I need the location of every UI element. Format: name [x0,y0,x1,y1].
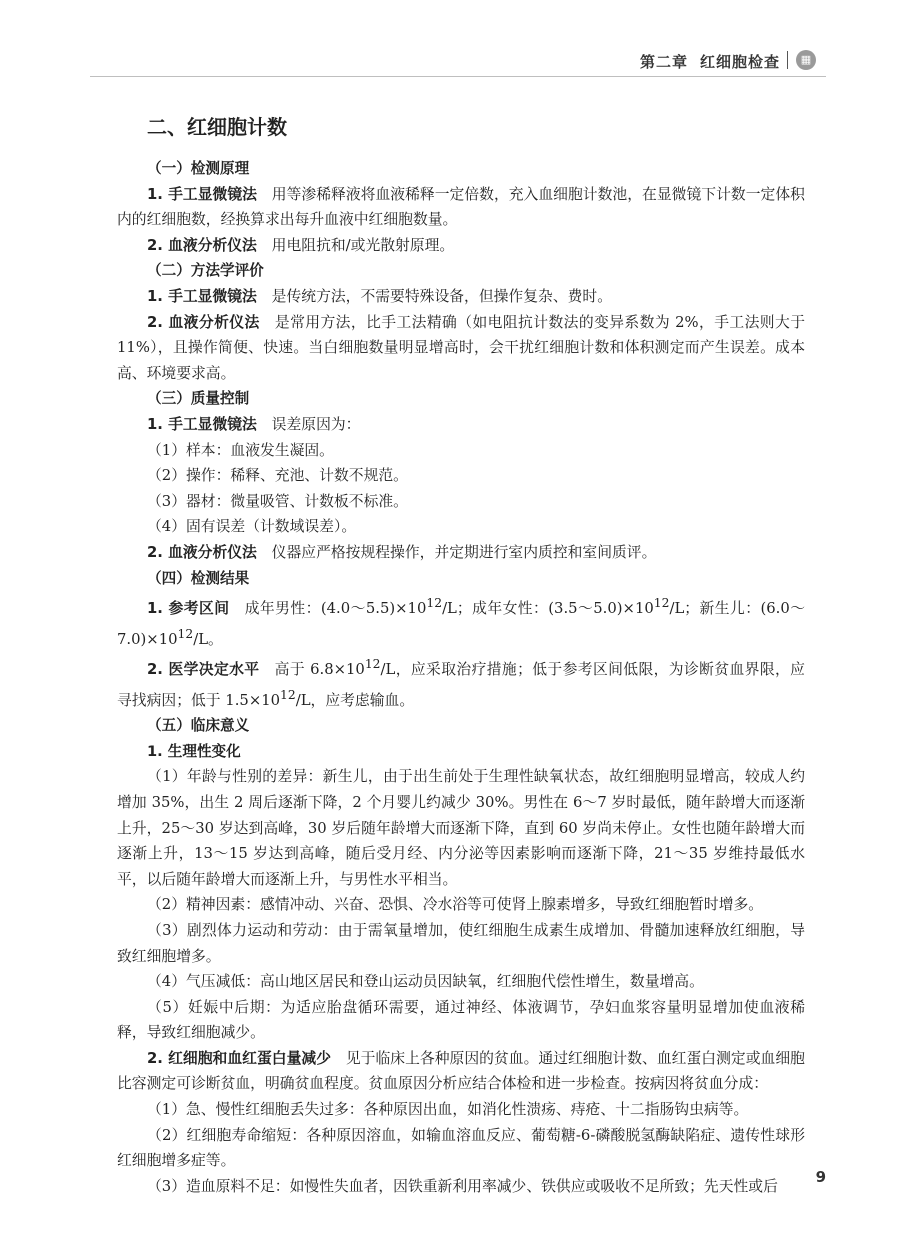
term: 1. 手工显微镜法 [147,185,257,203]
paragraph [117,284,805,310]
list-item: （2）操作：稀释、充池、计数不规范。 [147,467,408,485]
exponent: 12 [177,626,194,641]
text: 用电阻抗和/或光散射原理。 [271,236,455,254]
exponent: 12 [364,657,381,672]
header-divider [787,51,788,69]
heading-quality-control: （三）质量控制 [147,390,250,408]
text: /L；成年女性：(3.5～5.0)×10 [442,600,654,618]
chapter-label: 第二章 [639,53,688,71]
term: 2. 医学决定水平 [147,661,260,679]
term: 2. 血液分析仪法 [147,236,257,254]
term: 2. 红细胞和血红蛋白量减少 [147,1049,332,1067]
text: /L。 [193,630,223,648]
running-head-text [640,51,780,72]
text: 用等渗稀释液将血液稀释一定倍数，充入血细胞计数池，在显微镜下计数一定体积内的红细胞数，经换算求出每升血液中红细胞数量。 [117,185,805,229]
list-item: （2）精神因素：感情冲动、兴奋、恐惧、冷水浴等可使肾上腺素增多，导致红细胞暂时增多。 [147,896,764,914]
text: 见于临床上各种原因的贫血。通过红细胞计数、血红蛋白测定或血细胞比容测定可诊断贫血，明确贫血程度。贫血原因分析应结合体检和进一步检查。按病因将贫血分成： [117,1049,805,1093]
text: /L，应采取治疗措施；低于参考区间低限，为诊断贫血界限，应寻找病因；低于 1.5×10 [117,661,805,709]
text: 是常用方法，比手工法精确（如电阻抗计数法的变异系数为 2%，手工法则大于 11%），且操作简便、快速。当白细胞数量明显增高时，会干扰红细胞计数和体积测定而产生误差。成本高、环境要求高。 [117,313,805,382]
running-header [90,46,826,77]
list-item: （3）器材：微量吸管、计数板不标准。 [147,492,408,510]
page-number: 9 [815,1168,826,1186]
list-item: （1）急、慢性红细胞丢失过多：各种原因出血，如消化性溃疡、痔疮、十二指肠钩虫病等。 [147,1101,749,1119]
paragraph [117,310,805,387]
text: /L，应考虑输血。 [295,691,415,709]
heading-detection-principle: （一）检测原理 [147,160,250,177]
exponent: 12 [653,596,670,611]
heading-results: （四）检测结果 [147,569,250,587]
list-item: （4）固有误差（计数域误差）。 [147,518,357,536]
paragraph [117,412,805,438]
text: /L；新生儿：(6.0～7.0)×10 [117,600,805,648]
list-item: （3）剧烈体力运动和劳动：由于需氧量增加，使红细胞生成素生成增加、骨髓加速释放红细胞，导致红细胞增多。 [117,921,805,965]
list-item: （2）红细胞寿命缩短：各种原因溶血，如输血溶血反应、葡萄糖-6-磷酸脱氢酶缺陷症、遗传性球形红细胞增多症等。 [117,1126,805,1170]
section-title: 二、红细胞计数 [147,115,287,139]
text: 是传统方法，不需要特殊设备，但操作复杂、费时。 [271,287,613,305]
book-mark-icon: ▦ [796,50,816,70]
paragraph [117,1046,805,1097]
paragraph [117,233,805,259]
chapter-title: 红细胞检查 [699,53,780,71]
term: 1. 参考区间 [147,600,230,618]
page-content [117,112,805,1199]
list-item: （1）年龄与性别的差异：新生儿，由于出生前处于生理性缺氧状态，故红细胞明显增高，较成人约增加 35%，出生 2 周后逐渐下降，2 个月婴儿约减少 30%。男性在 6～7 岁时最低，随年龄增大而逐渐上升，25～30 岁达到高峰，30 岁后随年龄增大而逐渐下降，直到 60 岁尚未停止。女性也随年龄增大而逐渐上升，13～15 岁达到高峰，随后受月经、内分泌等因素影响而逐渐下降，21～35 岁维持最低水平，以后随年龄增大而逐渐上升，与男性水平相当。 [117,768,805,888]
text: 误差原因为： [271,415,361,433]
text: 仪器应严格按规程操作，并定期进行室内质控和室间质评。 [271,543,657,561]
term: 1. 手工显微镜法 [147,415,257,433]
term: 2. 血液分析仪法 [147,313,260,331]
paragraph [117,182,805,233]
list-item: （1）样本：血液发生凝固。 [147,441,334,459]
paragraph [117,540,805,566]
exponent: 12 [426,596,443,611]
paragraph-reference-range [117,591,805,652]
exponent: 12 [280,687,296,702]
heading-method-evaluation: （二）方法学评价 [147,262,264,280]
heading-clinical-significance: （五）临床意义 [147,717,250,735]
list-item: （4）气压减低：高山地区居民和登山运动员因缺氧，红细胞代偿性增生，数量增高。 [147,973,704,991]
subheading-physiological: 1. 生理性变化 [147,742,241,760]
term: 1. 手工显微镜法 [147,287,257,305]
term: 2. 血液分析仪法 [147,543,257,561]
list-item: （3）造血原料不足：如慢性失血者，因铁重新利用率减少、铁供应或吸收不足所致；先天性或后 [147,1177,778,1195]
text: 高于 6.8×10 [274,661,365,679]
list-item: （5）妊娠中后期：为适应胎盘循环需要，通过神经、体液调节，孕妇血浆容量明显增加使血液稀释，导致红细胞减少。 [117,998,805,1042]
paragraph-decision-level [117,652,805,713]
text: 成年男性：(4.0～5.5)×10 [244,600,427,618]
